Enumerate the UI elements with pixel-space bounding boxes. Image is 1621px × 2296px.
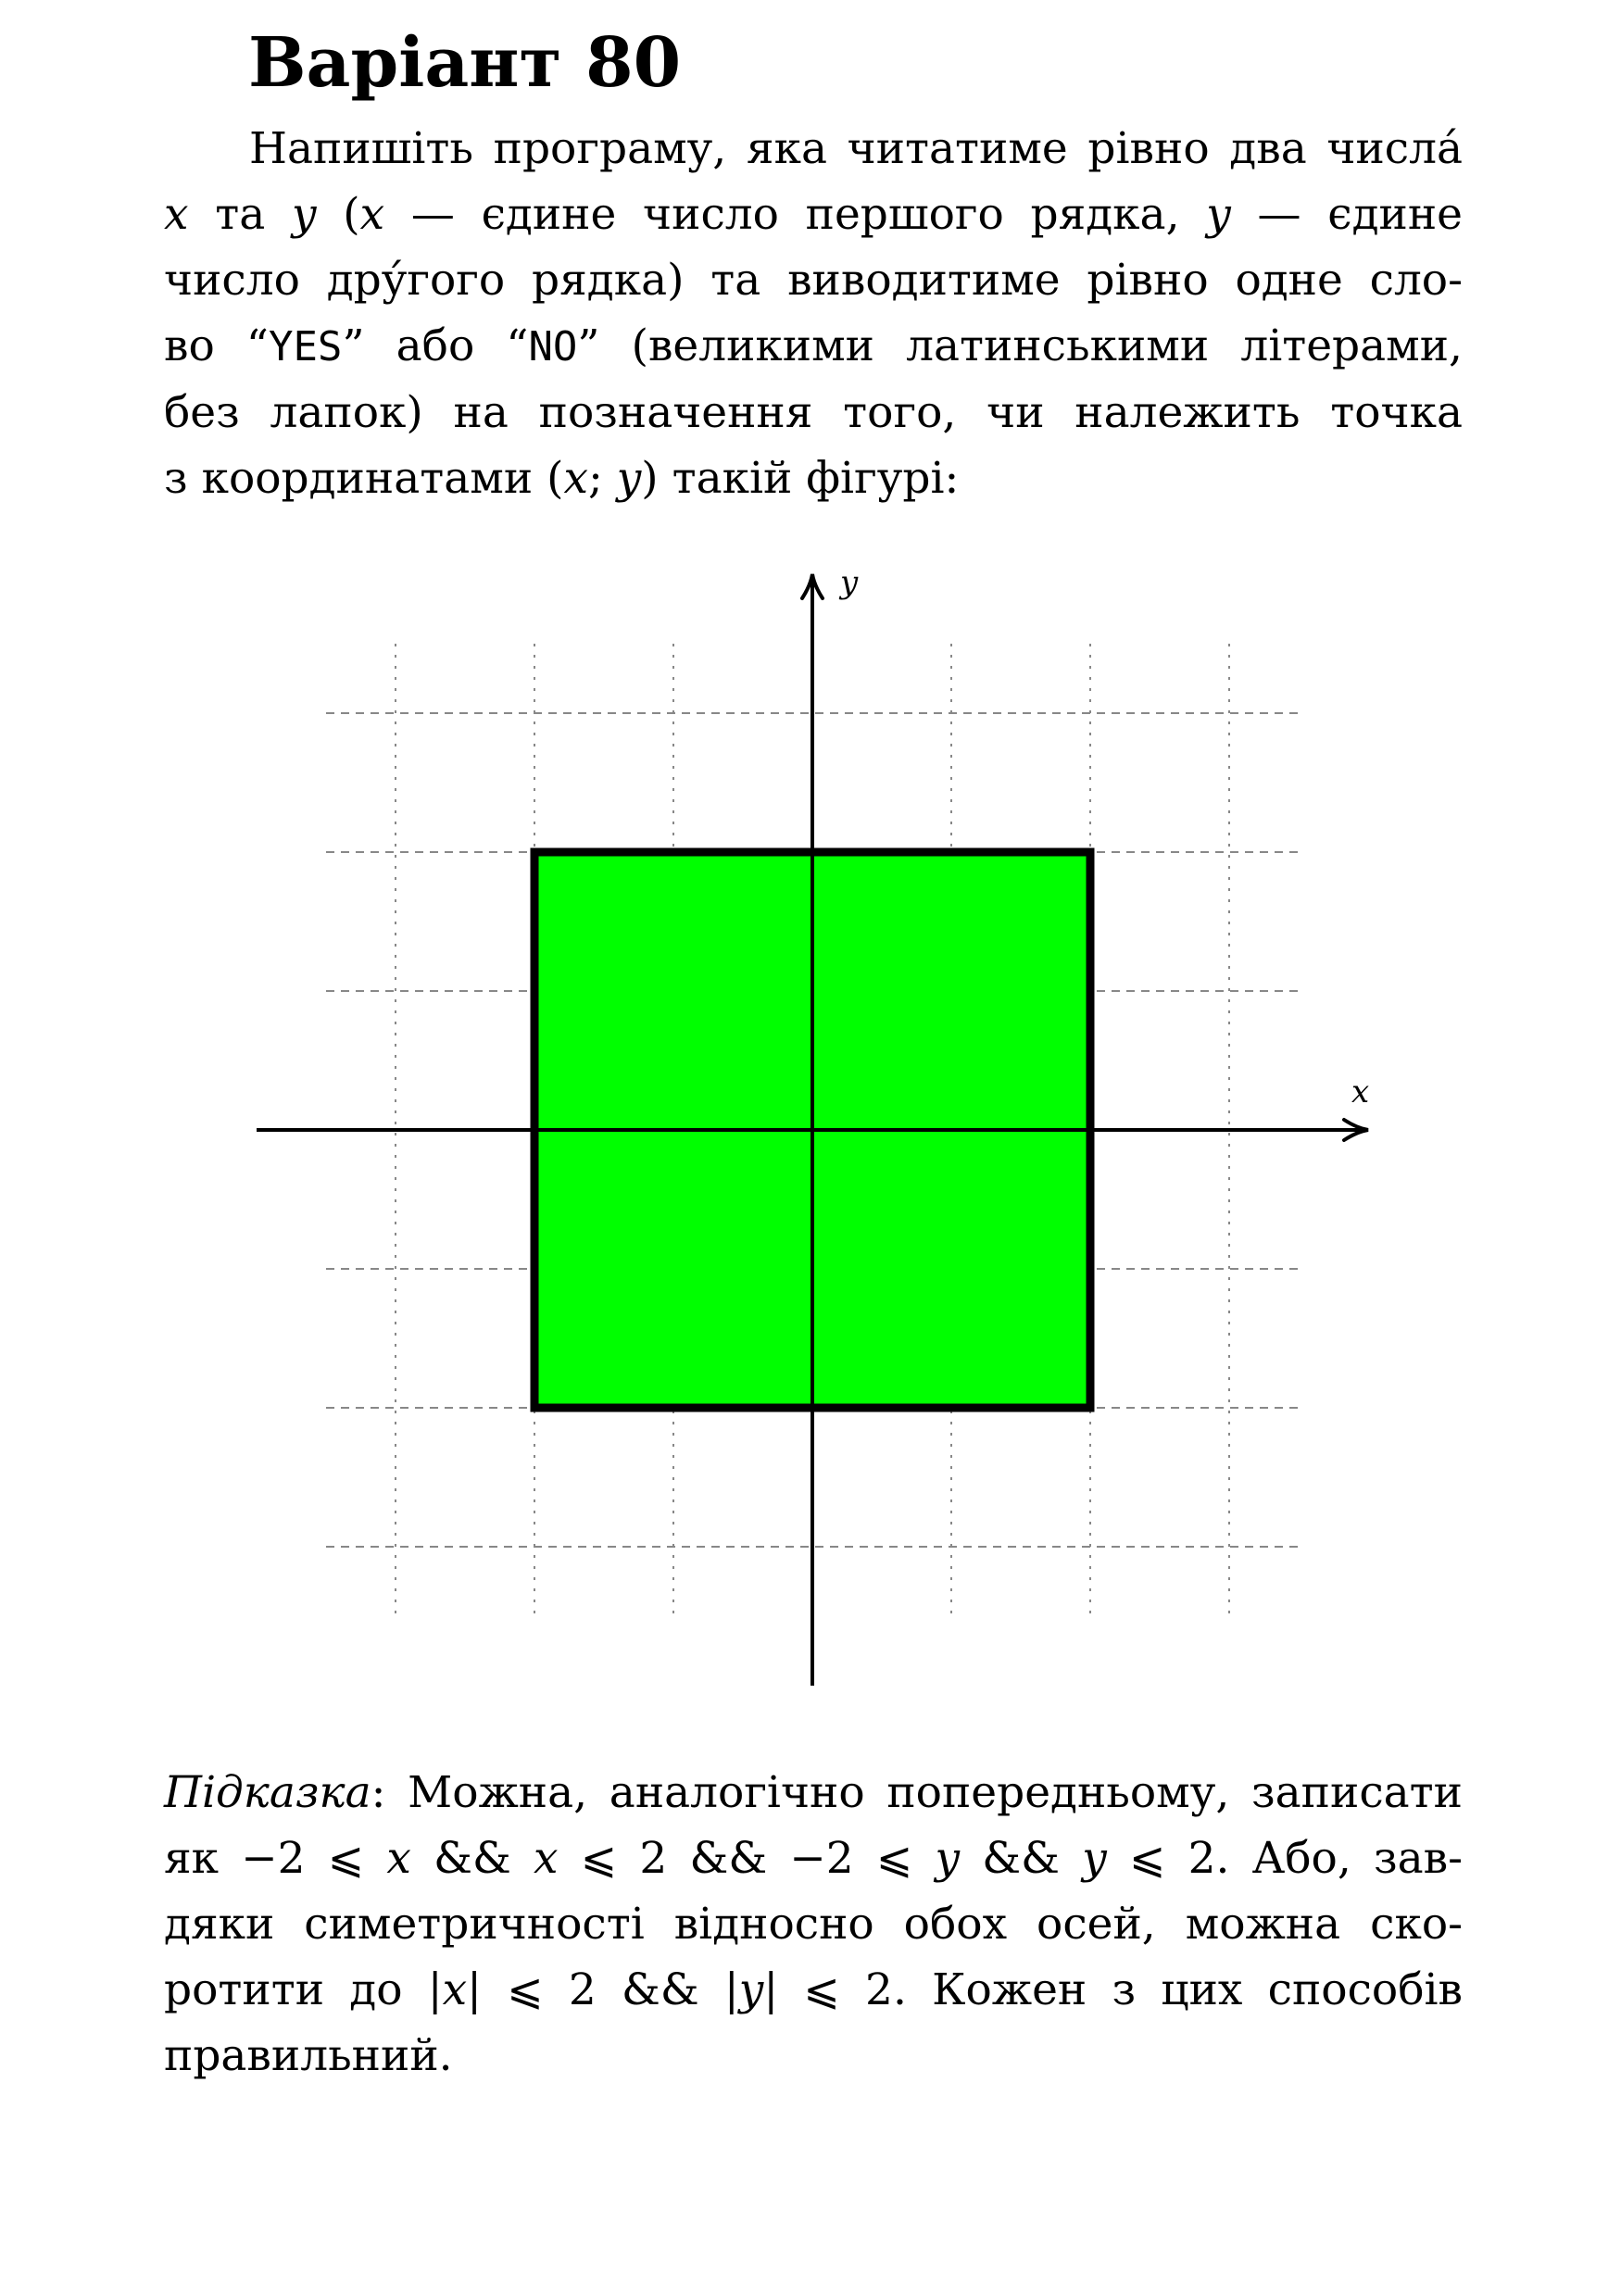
hint-label: Підказка: [164, 1767, 371, 1818]
task-line: x та y (x — єдине число першого рядка, y — єдине: [164, 189, 1463, 240]
hint-line: ротити до |x| ⩽ 2 && |y| ⩽ 2. Кожен з цих способів: [164, 1964, 1463, 2015]
task-line: число дру́гого рядка) та виводитиме рівно одне сло-: [164, 255, 1463, 306]
yes-literal: YES: [268, 323, 343, 370]
task-line: з координатами (x; y) такій фігурі:: [164, 453, 960, 504]
task-line: без лапок) на позначення того, чи належить точка: [164, 387, 1463, 438]
x-axis-label: x: [1351, 1073, 1370, 1110]
hint-line: як −2 ⩽ x && x ⩽ 2 && −2 ⩽ y && y ⩽ 2. Або, зав-: [164, 1833, 1463, 1884]
no-literal: NO: [528, 323, 578, 370]
y-axis-label: y: [840, 564, 859, 601]
hint-line: Підказка: Можна, аналогічно попередньому, записати: [164, 1767, 1463, 1818]
task-line: Напишіть програму, яка читатиме рівно два числа́: [249, 123, 1463, 174]
task-line: во “YES” або “NO” (великими латинськими літерами,: [164, 320, 1463, 371]
hint-line: правильний.: [164, 2030, 453, 2081]
page-title: Варіант 80: [248, 23, 682, 103]
hint-block: [164, 1760, 1463, 2089]
hint-line: дяки симетричності відносно обох осей, можна ско-: [164, 1899, 1463, 1950]
